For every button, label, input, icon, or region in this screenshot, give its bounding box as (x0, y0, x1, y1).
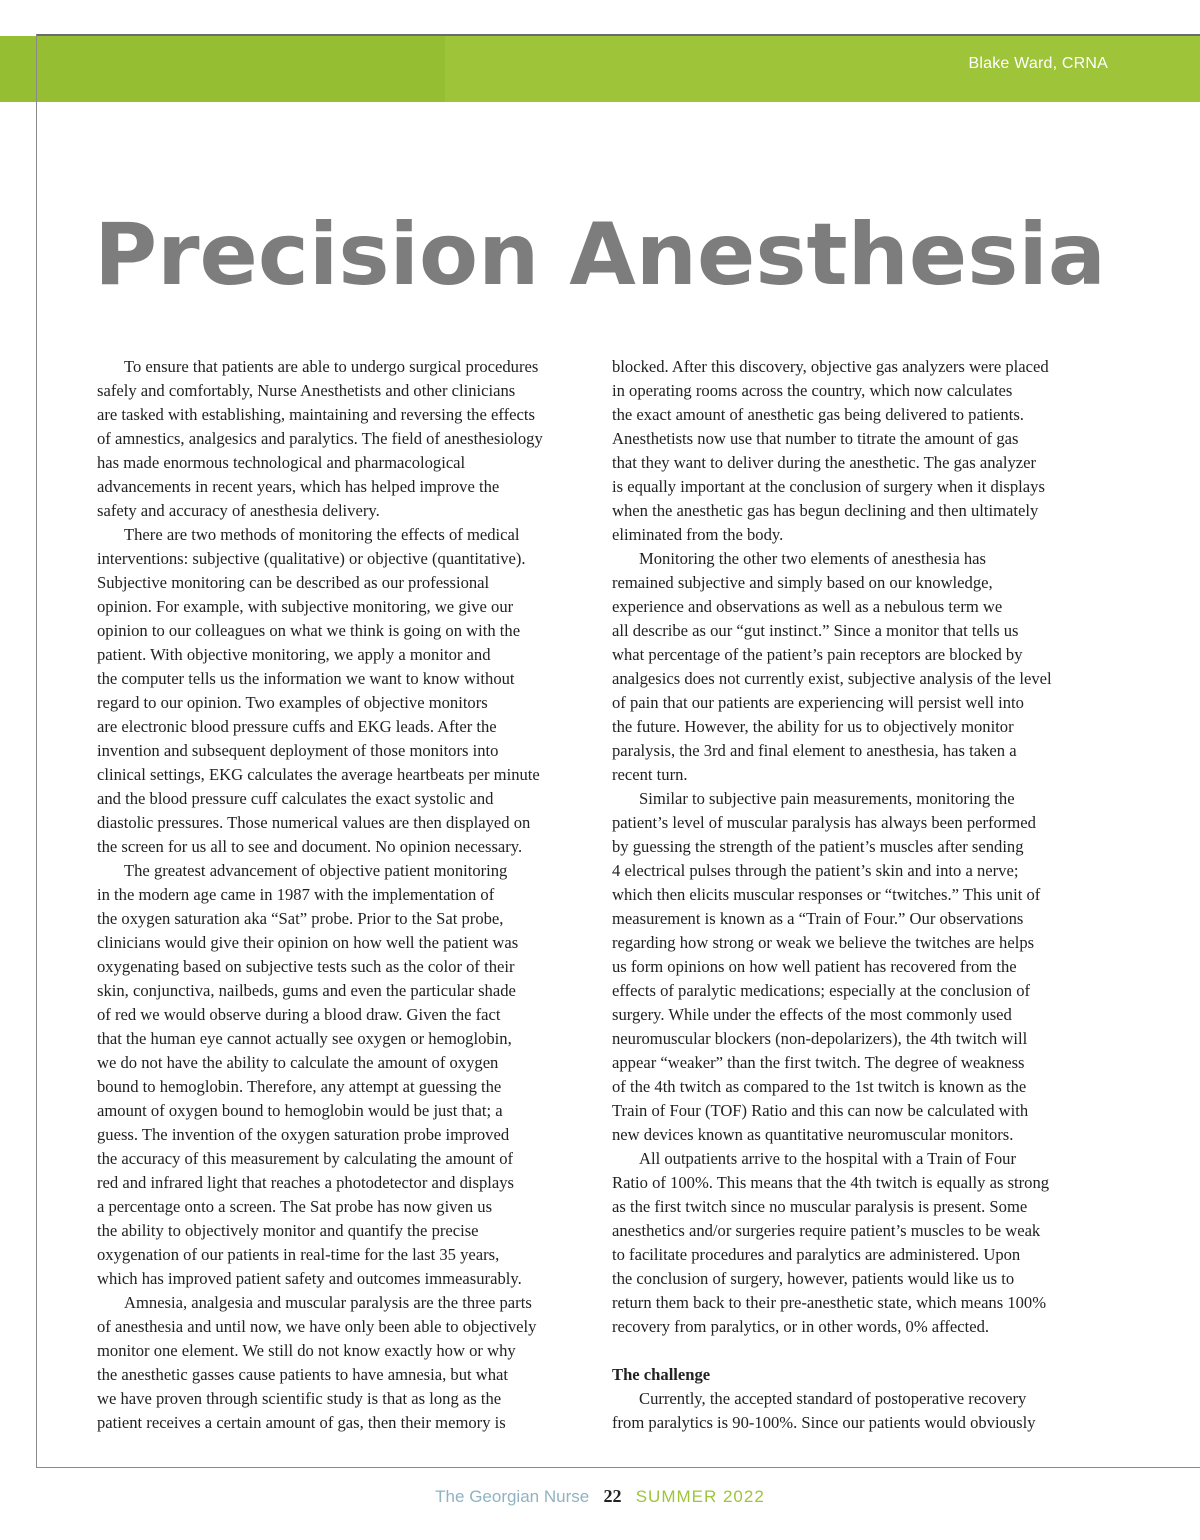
body-text-line: we have proven through scientific study is that as long as the (97, 1389, 502, 1408)
body-text-line: us form opinions on how well patient has recovered from the (612, 957, 1017, 976)
footer-page-number: 22 (603, 1486, 622, 1506)
body-text-line: effects of paralytic medications; especially at the conclusion of (612, 981, 1031, 1000)
body-text-line: which has improved patient safety and outcomes immeasurably. (97, 1269, 522, 1288)
header-band-accent (0, 36, 445, 102)
body-text-line: by guessing the strength of the patient’s muscles after sending (612, 837, 1024, 856)
body-text-line: that the human eye cannot actually see oxygen or hemoglobin, (97, 1029, 512, 1048)
body-text-line: has made enormous technological and pharmacological (97, 453, 466, 472)
body-text-line: when the anesthetic gas has begun declining and then ultimately (612, 501, 1039, 520)
article-title: Precision Anesthesia (94, 205, 1106, 305)
body-text-line: of the 4th twitch as compared to the 1st twitch is known as the (612, 1077, 1027, 1096)
body-text-line: Train of Four (TOF) Ratio and this can now be calculated with (612, 1101, 1029, 1120)
body-text-line: Amnesia, analgesia and muscular paralysis are the three parts (124, 1293, 532, 1312)
body-text-line: patient receives a certain amount of gas, then their memory is (97, 1413, 506, 1432)
page-frame-bottom-rule (36, 1467, 1200, 1468)
body-text-line: blocked. After this discovery, objective gas analyzers were placed (612, 357, 1049, 376)
body-text-line: Monitoring the other two elements of anesthesia has (639, 549, 987, 568)
body-text-line: interventions: subjective (qualitative) or objective (quantitative). (97, 549, 526, 568)
body-text-line: remained subjective and simply based on our knowledge, (612, 573, 993, 592)
body-text-line: Currently, the accepted standard of postoperative recovery (639, 1389, 1027, 1408)
body-text-line: which then elicits muscular responses or “twitches.” This unit of (612, 885, 1041, 904)
body-text-line: the ability to objectively monitor and quantify the precise (97, 1221, 479, 1240)
body-text-line: are tasked with establishing, maintaining and reversing the effects (97, 405, 535, 424)
body-text-line: appear “weaker” than the first twitch. The degree of weakness (612, 1053, 1025, 1072)
body-text-line: opinion to our colleagues on what we think is going on with the (97, 621, 521, 640)
body-text-line: the screen for us all to see and document. No opinion necessary. (97, 837, 523, 856)
body-text-line: oxygenation of our patients in real-time for the last 35 years, (97, 1245, 500, 1264)
body-text-line: patient. With objective monitoring, we apply a monitor and (97, 645, 491, 664)
body-text-line: To ensure that patients are able to undergo surgical procedures (124, 357, 539, 376)
page-footer (0, 1486, 1200, 1507)
body-text-line: in the modern age came in 1987 with the implementation of (97, 885, 495, 904)
body-text-line: the anesthetic gasses cause patients to have amnesia, but what (97, 1365, 509, 1384)
body-text-line: anesthetics and/or surgeries require patient’s muscles to be weak (612, 1221, 1041, 1240)
article-column-left (97, 355, 597, 1435)
body-text-line: are electronic blood pressure cuffs and EKG leads. After the (97, 717, 497, 736)
body-text-line: return them back to their pre-anesthetic state, which means 100% (612, 1293, 1047, 1312)
body-text-line: patient’s level of muscular paralysis has always been performed (612, 813, 1036, 832)
body-text-line: of pain that our patients are experiencing will persist well into (612, 693, 1024, 712)
body-text-line: red and infrared light that reaches a photodetector and displays (97, 1173, 514, 1192)
body-text-line: surgery. While under the effects of the most commonly used (612, 1005, 1012, 1024)
body-text-line: to facilitate procedures and paralytics are administered. Upon (612, 1245, 1021, 1264)
body-text-line: the accuracy of this measurement by calculating the amount of (97, 1149, 514, 1168)
body-text-line: the oxygen saturation aka “Sat” probe. Prior to the Sat probe, (97, 909, 504, 928)
body-text-line: clinicians would give their opinion on how well the patient was (97, 933, 519, 952)
body-text-line: advancements in recent years, which has helped improve the (97, 477, 500, 496)
body-text-line: safely and comfortably, Nurse Anesthetists and other clinicians (97, 381, 516, 400)
body-text-line: of red we would observe during a blood draw. Given the fact (97, 1005, 501, 1024)
body-text-line: all describe as our “gut instinct.” Since a monitor that tells us (612, 621, 1019, 640)
body-text-line: new devices known as quantitative neuromuscular monitors. (612, 1125, 1014, 1144)
body-text-line: what percentage of the patient’s pain receptors are blocked by (612, 645, 1023, 664)
body-text-line: of amnestics, analgesics and paralytics. The field of anesthesiology (97, 429, 543, 448)
body-text-line: regard to our opinion. Two examples of objective monitors (97, 693, 488, 712)
footer-magazine-name: The Georgian Nurse (435, 1487, 590, 1506)
body-text-line: as the first twitch since no muscular paralysis is present. Some (612, 1197, 1028, 1216)
body-text-line: clinical settings, EKG calculates the average heartbeats per minute (97, 765, 540, 784)
body-text-line: the exact amount of anesthetic gas being delivered to patients. (612, 405, 1024, 424)
article-column-right (612, 355, 1112, 1435)
body-text-line: of anesthesia and until now, we have only been able to objectively (97, 1317, 537, 1336)
body-text-line: that they want to deliver during the anesthetic. The gas analyzer (612, 453, 1037, 472)
footer-issue-date: SUMMER 2022 (635, 1487, 765, 1506)
body-text-line: guess. The invention of the oxygen saturation probe improved (97, 1125, 510, 1144)
body-text-line: Similar to subjective pain measurements, monitoring the (639, 789, 1015, 808)
body-text-line: bound to hemoglobin. Therefore, any attempt at guessing the (97, 1077, 502, 1096)
body-text-line: experience and observations as well as a nebulous term we (612, 597, 1003, 616)
body-text-line: opinion. For example, with subjective monitoring, we give our (97, 597, 514, 616)
body-text-line: invention and subsequent deployment of those monitors into (97, 741, 499, 760)
body-text-line: Subjective monitoring can be described as our professional (97, 573, 490, 592)
body-text-line: 4 electrical pulses through the patient’s skin and into a nerve; (612, 861, 1019, 880)
body-text-line: eliminated from the body. (612, 525, 784, 544)
body-text-line: recent turn. (612, 765, 688, 784)
body-text-line: analgesics does not currently exist, subjective analysis of the level (612, 669, 1052, 688)
body-text-line: the future. However, the ability for us to objectively monitor (612, 717, 1014, 736)
body-text-line: and the blood pressure cuff calculates the exact systolic and (97, 789, 494, 808)
body-text-line: neuromuscular blockers (non-depolarizers), the 4th twitch will (612, 1029, 1028, 1048)
body-text-line: safety and accuracy of anesthesia delivery. (97, 501, 380, 520)
body-text-line: the conclusion of surgery, however, patients would like us to (612, 1269, 1015, 1288)
body-text-line: the computer tells us the information we want to know without (97, 669, 515, 688)
body-text-line: is equally important at the conclusion of surgery when it displays (612, 477, 1045, 496)
body-text-line: regarding how strong or weak we believe the twitches are helps (612, 933, 1035, 952)
body-text-line: oxygenating based on subjective tests such as the color of their (97, 957, 515, 976)
body-text-line: a percentage onto a screen. The Sat probe has now given us (97, 1197, 493, 1216)
body-text-line: skin, conjunctiva, nailbeds, gums and even the particular shade (97, 981, 516, 1000)
body-text-line: recovery from paralytics, or in other words, 0% affected. (612, 1317, 990, 1336)
body-text-line: Ratio of 100%. This means that the 4th twitch is equally as strong (612, 1173, 1050, 1192)
body-text-line: paralysis, the 3rd and final element to anesthesia, has taken a (612, 741, 1017, 760)
body-text-line: measurement is known as a “Train of Four.” Our observations (612, 909, 1024, 928)
body-text-line: amount of oxygen bound to hemoglobin would be just that; a (97, 1101, 503, 1120)
body-text-line: we do not have the ability to calculate the amount of oxygen (97, 1053, 499, 1072)
body-text-line: in operating rooms across the country, which now calculates (612, 381, 1013, 400)
body-text-line: There are two methods of monitoring the effects of medical (124, 525, 520, 544)
body-text-line: Anesthetists now use that number to titrate the amount of gas (612, 429, 1019, 448)
body-text-line: All outpatients arrive to the hospital with a Train of Four (639, 1149, 1017, 1168)
author-byline: Blake Ward, CRNA (968, 55, 1108, 72)
body-text-line: monitor one element. We still do not know exactly how or why (97, 1341, 516, 1360)
body-text-line: The greatest advancement of objective patient monitoring (124, 861, 508, 880)
body-text-line: diastolic pressures. Those numerical values are then displayed on (97, 813, 531, 832)
section-heading: The challenge (612, 1365, 711, 1384)
body-text-line: from paralytics is 90-100%. Since our patients would obviously (612, 1413, 1036, 1432)
